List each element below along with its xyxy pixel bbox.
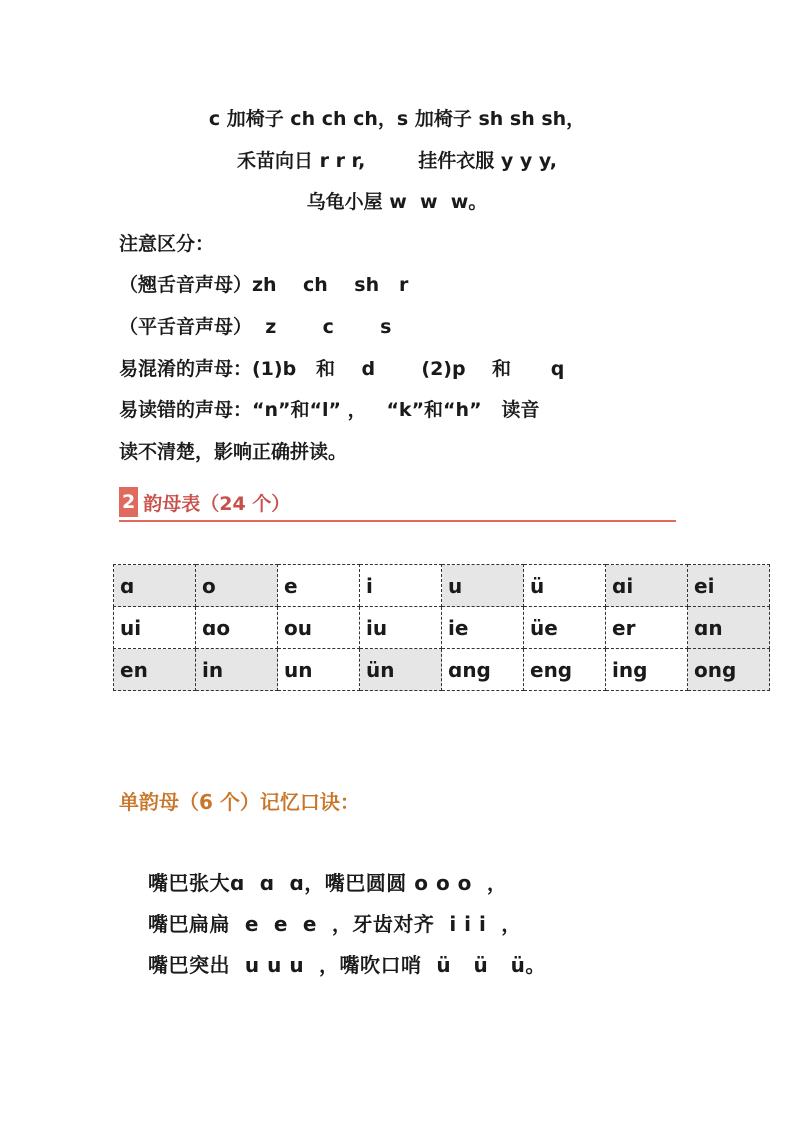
verse-line-3: 嘴巴突出 u u u ，嘴吹口哨 ü ü ü。 [148,953,546,977]
table-cell: iu [360,607,442,649]
table-cell: e [278,565,360,607]
verse-line-2: 嘴巴扁扁 e e e ，牙齿对齐 i i i ， [148,912,522,936]
table-cell: ɑo [196,607,278,649]
misread-initials-line-1: 易读错的声母：“n”和“l” ， “k”和“h” 读音 [119,399,540,421]
mnemonic-line-1: c 加椅子 ch ch ch，s 加椅子 sh sh sh， [208,108,586,130]
table-cell: in [196,649,278,691]
table-row [114,607,770,649]
table-cell: ing [606,649,688,691]
misread-initials-line-2: 读不清楚，影响正确拼读。 [119,441,348,463]
mnemonic-line-3: 乌龟小屋 w w w。 [306,191,488,213]
mnemonic-line-2: 禾苗向日 r r r, 挂件衣服 y y y, [236,150,558,172]
table-cell: ɑn [688,607,770,649]
table-cell: ei [688,565,770,607]
confusing-initials: 易混淆的声母：(1)b 和 d (2)p 和 q [119,358,565,380]
finals-table [113,564,770,691]
table-cell: eng [524,649,606,691]
table-cell: ün [360,649,442,691]
table-cell: ong [688,649,770,691]
table-cell: en [114,649,196,691]
notes-heading: 注意区分： [119,233,215,255]
table-row [114,565,770,607]
verse-line-1: 嘴巴张大ɑ ɑ ɑ，嘴巴圆圆 o o o ， [148,871,508,895]
section-underline [119,520,676,522]
section-heading [119,487,290,517]
table-cell: ui [114,607,196,649]
table-cell: ie [442,607,524,649]
table-cell: ɑi [606,565,688,607]
table-cell: i [360,565,442,607]
table-cell: un [278,649,360,691]
section-title: 韵母表（24 个） [143,492,291,515]
table-cell: ü [524,565,606,607]
retroflex-initials: （翘舌音声母）zh ch sh r [119,274,409,296]
section-number-badge: 2 [119,487,138,517]
table-row [114,649,770,691]
table-cell: ɑng [442,649,524,691]
simple-finals-heading: 单韵母（6 个）记忆口诀： [119,790,360,814]
table-cell: üe [524,607,606,649]
table-cell: o [196,565,278,607]
table-cell: u [442,565,524,607]
flat-initials: （平舌音声母） z c s [119,316,392,338]
table-cell: er [606,607,688,649]
table-cell: ɑ [114,565,196,607]
table-cell: ou [278,607,360,649]
